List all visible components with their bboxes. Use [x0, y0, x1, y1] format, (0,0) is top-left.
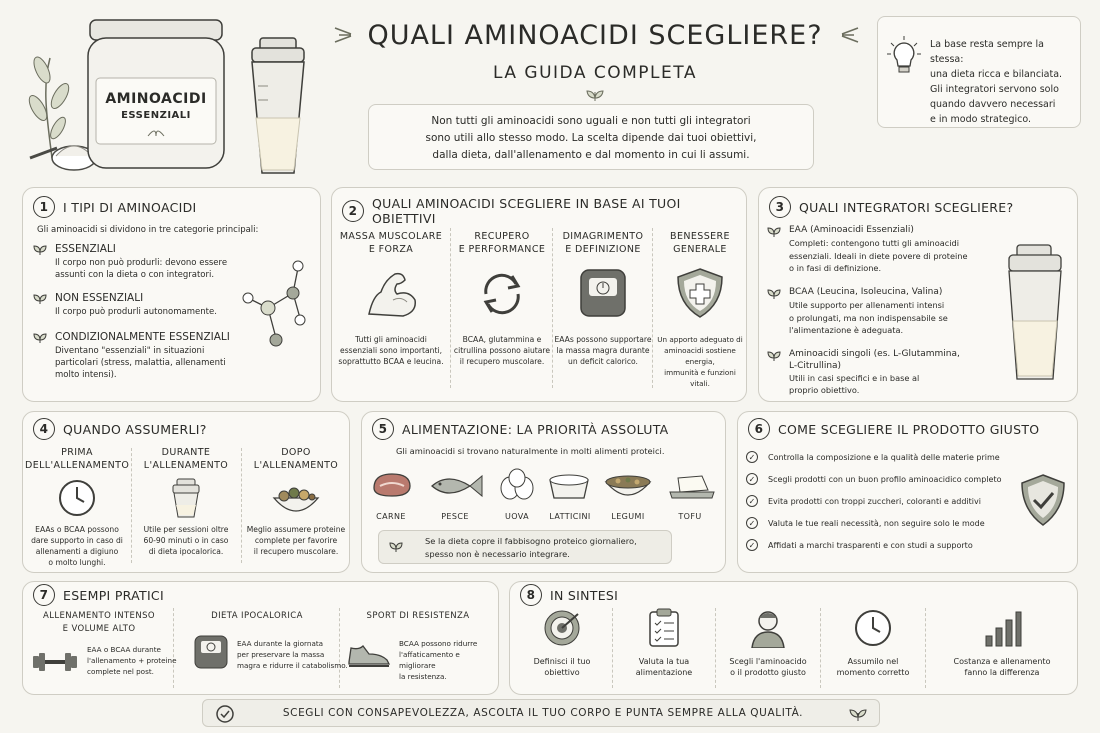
goal-label: BENESSERE — [670, 231, 730, 242]
eggs-icon — [496, 468, 538, 502]
intro-box — [368, 104, 814, 170]
supplement-name: EAA (Aminoacidi Essenziali) — [789, 225, 914, 235]
summary-text: obiettivo — [544, 668, 580, 677]
summary-text: alimentazione — [635, 668, 693, 677]
target-icon — [542, 608, 582, 648]
supplement-name: L-Citrullina) — [789, 361, 842, 371]
example-label: ALLENAMENTO INTENSO — [43, 611, 155, 621]
intro-line-2: sono utili allo stesso modo. La scelta dipende dai tuoi obiettivi, — [425, 132, 757, 144]
nutrition-note — [378, 530, 672, 564]
section-title: IN SINTESI — [550, 587, 619, 603]
timing-desc: il recupero muscolare. — [253, 547, 339, 556]
section-title: QUALI INTEGRATORI SCEGLIERE? — [799, 199, 1014, 215]
example-label: E VOLUME ALTO — [62, 624, 136, 634]
example-desc: per preservare la massa — [237, 650, 325, 659]
food-label: LATTICINI — [549, 512, 591, 521]
divider — [715, 608, 716, 688]
goal-desc: Tutti gli aminoacidi — [355, 335, 427, 344]
sprout-icon — [584, 88, 606, 102]
section-number: 8 — [520, 584, 542, 606]
checklist-item — [746, 490, 1016, 512]
divider — [925, 608, 926, 688]
summary-text: Scegli l'aminoacido — [729, 657, 807, 666]
summary-text: Definisci il tuo — [533, 657, 591, 666]
supplement-desc: essenziali. Ideali in diete povere di proteine — [789, 250, 968, 261]
tip-line-3: Gli integratori servono solo — [930, 84, 1059, 95]
supplement-desc: Completi: contengono tutti gli aminoacidi — [789, 238, 959, 248]
section-number: 3 — [769, 196, 791, 218]
check-circle-icon: ✓ — [746, 473, 758, 485]
summary-text: fanno la differenza — [964, 668, 1040, 677]
footer-text: SCEGLI CON CONSAPEVOLEZZA, ASCOLTA IL TUO CORPO E PUNTA SEMPRE ALLA QUALITÀ. — [282, 707, 804, 719]
checklist-text: Evita prodotti con troppi zuccheri, coloranti e additivi — [768, 496, 981, 506]
summary-text: o il prodotto giusto — [730, 668, 806, 677]
leaf-icon — [389, 541, 403, 553]
jar-label-line-2: ESSENZIALI — [121, 110, 191, 121]
summary-text: Costanza e allenamento — [953, 657, 1051, 666]
timing-desc: 60-90 minuti o in caso — [143, 536, 229, 545]
food-label: UOVA — [504, 512, 530, 521]
title-decoration-left — [333, 24, 355, 46]
section-timing — [22, 411, 350, 573]
timing-desc: dare supporto in caso di — [31, 536, 123, 545]
goal-desc: un deficit calorico. — [568, 357, 638, 366]
section-title: COME SCEGLIERE IL PRODOTTO GIUSTO — [778, 421, 1040, 437]
checklist-item — [746, 512, 1016, 534]
example-label: SPORT DI RESISTENZA — [366, 611, 470, 621]
section-supplements — [758, 187, 1078, 402]
types-intro: Gli aminoacidi si dividono in tre categorie principali: — [37, 225, 259, 235]
timing-desc: di dieta ipocalorica. — [148, 547, 224, 556]
check-circle-icon: ✓ — [746, 495, 758, 507]
dairy-icon — [548, 472, 590, 500]
goal-desc: il recupero muscolare. — [459, 357, 545, 366]
fish-icon — [426, 472, 486, 500]
lightbulb-icon — [886, 35, 922, 79]
type-name-essential: ESSENZIALI — [55, 243, 116, 255]
supplement-desc: Utile supporto per allenamenti intensi — [789, 300, 945, 310]
summary-text: momento corretto — [836, 668, 910, 677]
goal-desc: citrullina possono aiutare — [453, 346, 551, 355]
scale-icon — [193, 634, 229, 670]
section-number: 4 — [33, 418, 55, 440]
divider — [612, 608, 613, 688]
leaf-icon — [767, 288, 781, 300]
goal-label: E PERFORMANCE — [458, 244, 546, 255]
sprout-icon — [847, 706, 869, 722]
type-desc: Diventano "essenziali" in situazioni — [55, 346, 205, 356]
dumbbell-icon — [31, 650, 79, 674]
goal-label: DIMAGRIMENTO — [562, 231, 644, 242]
checklist-item — [746, 534, 1016, 556]
example-desc: la resistenza. — [399, 672, 447, 681]
divider — [820, 608, 821, 688]
checklist-text: Controlla la composizione e la qualità delle materie prime — [768, 452, 1000, 462]
checklist-text: Scegli prodotti con un buon profilo aminoacidico completo — [768, 474, 1002, 484]
leaf-icon — [33, 244, 47, 256]
timing-desc: EAAs o BCAA possono — [35, 525, 119, 534]
note-line: Se la dieta copre il fabbisogno proteico giornaliero, — [425, 536, 637, 546]
supplement-desc: Utili in casi specifici e in base al — [789, 373, 920, 383]
goal-label: MASSA MUSCOLARE — [339, 231, 443, 242]
molecule-icon — [238, 253, 318, 363]
clock-icon — [853, 608, 893, 648]
jar-label-line-1: AMINOACIDI — [105, 91, 207, 107]
footer-banner — [202, 699, 880, 727]
section-examples — [22, 581, 499, 695]
tip-line-4: quando davvero necessari — [930, 99, 1056, 110]
type-desc: assunti con la dieta o con integratori. — [55, 270, 215, 280]
food-label: TOFU — [678, 512, 702, 521]
clipboard-icon — [644, 608, 684, 648]
leaf-icon — [767, 226, 781, 238]
supplement-desc: proprio obiettivo. — [789, 385, 860, 395]
shaker-icon — [1003, 243, 1067, 383]
section-title: ESEMPI PRATICI — [63, 587, 164, 603]
type-desc: particolari (stress, malattia, allenamenti — [55, 358, 226, 368]
checklist-text: Valuta le tue reali necessità, non seguire solo le mode — [768, 518, 985, 528]
example-desc: magra e ridurre il catabolismo. — [237, 661, 348, 670]
section-choose-product — [737, 411, 1078, 573]
summary-text: Assumilo nel — [847, 657, 899, 666]
supplement-name: BCAA (Leucina, Isoleucina, Valina) — [789, 287, 943, 297]
supplement-name: Aminoacidi singoli (es. L-Glutammina, — [789, 349, 960, 359]
divider — [652, 228, 653, 388]
summary-text: Valuta la tua — [638, 657, 690, 666]
type-desc: molto intensi). — [55, 370, 117, 380]
tofu-icon — [668, 472, 716, 500]
section-title: ALIMENTAZIONE: LA PRIORITÀ ASSOLUTA — [402, 421, 669, 437]
timing-label: PRIMA — [61, 447, 93, 458]
goal-desc: aminoacidi sostiene energia, — [664, 346, 736, 366]
section-title: I TIPI DI AMINOACIDI — [63, 199, 197, 215]
goal-label: RECUPERO — [474, 231, 530, 242]
type-name-conditional: CONDIZIONALMENTE ESSENZIALI — [55, 331, 230, 343]
section-goals — [331, 187, 747, 402]
example-desc: complete nel post. — [87, 667, 154, 676]
goal-label: GENERALE — [673, 244, 727, 255]
timing-desc: Utile per sessioni oltre — [143, 525, 229, 534]
timing-desc: o molto lunghi. — [48, 558, 106, 567]
tip-line-2: una dieta ricca e bilanciata. — [930, 69, 1063, 80]
nutrition-intro: Gli aminoacidi si trovano naturalmente in molti alimenti proteici. — [396, 446, 665, 456]
timing-desc: complete per favorire — [254, 536, 338, 545]
flexed-arm-icon — [363, 266, 419, 320]
checklist-item — [746, 446, 1016, 468]
title-decoration-right — [838, 24, 860, 46]
goal-label: E DEFINIZIONE — [565, 244, 641, 255]
type-desc: Il corpo non può produrli: devono essere — [55, 258, 228, 268]
timing-label: L'ALLENAMENTO — [253, 460, 339, 471]
tip-box — [877, 16, 1081, 128]
checklist-item — [746, 468, 1016, 490]
checklist-text: Affidati a marchi trasparenti e con studi a supporto — [768, 540, 973, 550]
timing-label: DOPO — [281, 447, 311, 458]
timing-desc: allenamenti a digiuno — [35, 547, 119, 556]
shaker-small-icon — [171, 478, 201, 518]
timing-desc: Meglio assumere proteine — [246, 525, 346, 534]
goal-desc: BCAA, glutammina e — [462, 335, 542, 344]
section-title: QUANDO ASSUMERLI? — [63, 421, 207, 437]
section-number: 5 — [372, 418, 394, 440]
supplement-desc: o in fasi di definizione. — [789, 263, 882, 273]
divider — [552, 228, 553, 388]
goal-desc: EAAs possono supportare — [554, 335, 652, 344]
section-nutrition — [361, 411, 726, 573]
clock-icon — [57, 478, 97, 518]
page-subtitle: LA GUIDA COMPLETA — [493, 63, 697, 83]
goal-label: E FORZA — [368, 244, 414, 255]
section-number: 2 — [342, 200, 364, 222]
type-desc: Il corpo può produrli autonomamente. — [55, 307, 217, 317]
check-circle-icon: ✓ — [746, 539, 758, 551]
leaf-icon — [33, 293, 47, 305]
timing-label: DURANTE — [161, 447, 211, 458]
section-number: 6 — [748, 418, 770, 440]
section-number: 7 — [33, 584, 55, 606]
scale-icon — [575, 266, 631, 320]
example-label: DIETA IPOCALORICA — [211, 611, 303, 621]
section-summary — [509, 581, 1078, 695]
supplement-desc: o prolungati, ma non indispensabile se — [789, 312, 948, 323]
check-circle-icon — [215, 704, 235, 724]
note-line: spesso non è necessario integrare. — [425, 549, 570, 559]
meat-icon — [370, 470, 414, 500]
tip-line-1: La base resta sempre la stessa: — [930, 39, 1044, 65]
intro-line-1: Non tutti gli aminoacidi sono uguali e non tutti gli integratori — [431, 115, 751, 127]
section-title: QUALI AMINOACIDI SCEGLIERE IN BASE AI TUOI OBIETTIVI — [372, 196, 681, 226]
example-desc: l'allenamento + proteine — [87, 656, 177, 665]
intro-line-3: dalla dieta, dall'allenamento e dal momento in cui li assumi. — [432, 149, 750, 161]
example-desc: EAA durante la giornata — [237, 639, 324, 648]
shield-cross-icon — [672, 266, 728, 320]
section-types — [22, 187, 321, 402]
check-circle-icon: ✓ — [746, 517, 758, 529]
goal-desc: Un apporto adeguato di — [657, 335, 743, 344]
goal-desc: immunità e funzioni vitali. — [664, 368, 736, 388]
divider — [450, 228, 451, 388]
timing-label: L'ALLENAMENTO — [143, 460, 229, 471]
section-number: 1 — [33, 196, 55, 218]
goal-desc: essenziali sono importanti, — [340, 346, 442, 355]
example-desc: EAA o BCAA durante — [87, 645, 161, 654]
legumes-icon — [604, 470, 652, 500]
leaf-icon — [33, 332, 47, 344]
divider — [131, 448, 132, 563]
supplement-desc: l'alimentazione è adeguata. — [789, 325, 904, 335]
shield-check-icon — [1018, 472, 1068, 528]
check-circle-icon: ✓ — [746, 451, 758, 463]
food-label: PESCE — [441, 512, 469, 521]
example-desc: l'affaticamento e migliorare — [399, 650, 460, 670]
bar-growth-icon — [982, 608, 1022, 648]
running-shoe-icon — [347, 640, 391, 670]
tip-line-5: e in modo strategico. — [930, 114, 1032, 125]
timing-label: DELL'ALLENAMENTO — [25, 460, 130, 471]
leaf-icon — [767, 350, 781, 362]
page-title: QUALI AMINOACIDI SCEGLIERE? — [367, 20, 823, 51]
goal-desc: soprattutto BCAA e leucina. — [338, 357, 444, 366]
goal-desc: la massa magra durante — [556, 346, 650, 355]
food-label: LEGUMI — [611, 512, 645, 521]
recycle-arrows-icon — [474, 266, 530, 320]
person-icon — [748, 608, 788, 648]
type-name-non-essential: NON ESSENZIALI — [55, 292, 144, 304]
example-desc: BCAA possono ridurre — [399, 639, 478, 648]
divider — [241, 448, 242, 563]
food-label: CARNE — [376, 512, 406, 521]
food-bowl-icon — [270, 478, 322, 518]
